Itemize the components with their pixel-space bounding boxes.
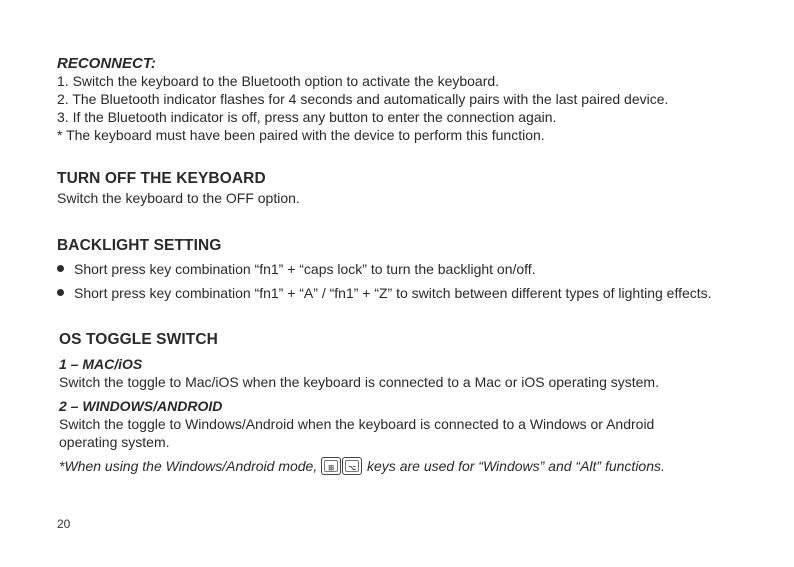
reconnect-step-3: 3. If the Bluetooth indicator is off, press any button to enter the connection again. <box>57 109 557 125</box>
note-text-before: *When using the Windows/Android mode, <box>59 458 318 474</box>
backlight-bullet-2 <box>57 284 712 302</box>
backlight-bullet-2-text: Short press key combination “fn1” + “A” / “fn1” + “Z” to switch between different types of lighting effects. <box>74 285 712 301</box>
backlight-bullet-1-text: Short press key combination “fn1” + “caps lock” to turn the backlight on/off. <box>74 261 536 277</box>
reconnect-heading: RECONNECT: <box>57 55 156 72</box>
windows-android-note <box>59 457 665 475</box>
reconnect-step-1: 1. Switch the keyboard to the Bluetooth option to activate the keyboard. <box>57 73 500 89</box>
note-text-after: keys are used for “Windows” and “Alt” functions. <box>367 458 665 474</box>
reconnect-step-2: 2. The Bluetooth indicator flashes for 4 seconds and automatically pairs with the last paired device. <box>57 91 669 107</box>
backlight-heading: BACKLIGHT SETTING <box>57 237 222 254</box>
turn-off-heading: TURN OFF THE KEYBOARD <box>57 170 266 187</box>
backlight-bullet-1 <box>57 260 536 278</box>
turn-off-text: Switch the keyboard to the OFF option. <box>57 190 300 206</box>
windows-key-icon: ⊞ <box>321 457 341 475</box>
bullet-icon <box>57 265 64 272</box>
windows-android-heading: 2 – WINDOWS/ANDROID <box>59 398 223 414</box>
alt-key-icon: ⌥ <box>342 457 362 475</box>
page-number: 20 <box>57 517 71 531</box>
reconnect-note: * The keyboard must have been paired with the device to perform this function. <box>57 127 545 143</box>
windows-android-text-2: operating system. <box>59 434 170 450</box>
mac-ios-heading: 1 – MAC/iOS <box>59 356 143 372</box>
mac-ios-text: Switch the toggle to Mac/iOS when the keyboard is connected to a Mac or iOS operating system. <box>59 374 659 390</box>
os-toggle-heading: OS TOGGLE SWITCH <box>59 331 218 348</box>
bullet-icon <box>57 289 64 296</box>
windows-android-text-1: Switch the toggle to Windows/Android when the keyboard is connected to a Windows or Android <box>59 416 655 432</box>
